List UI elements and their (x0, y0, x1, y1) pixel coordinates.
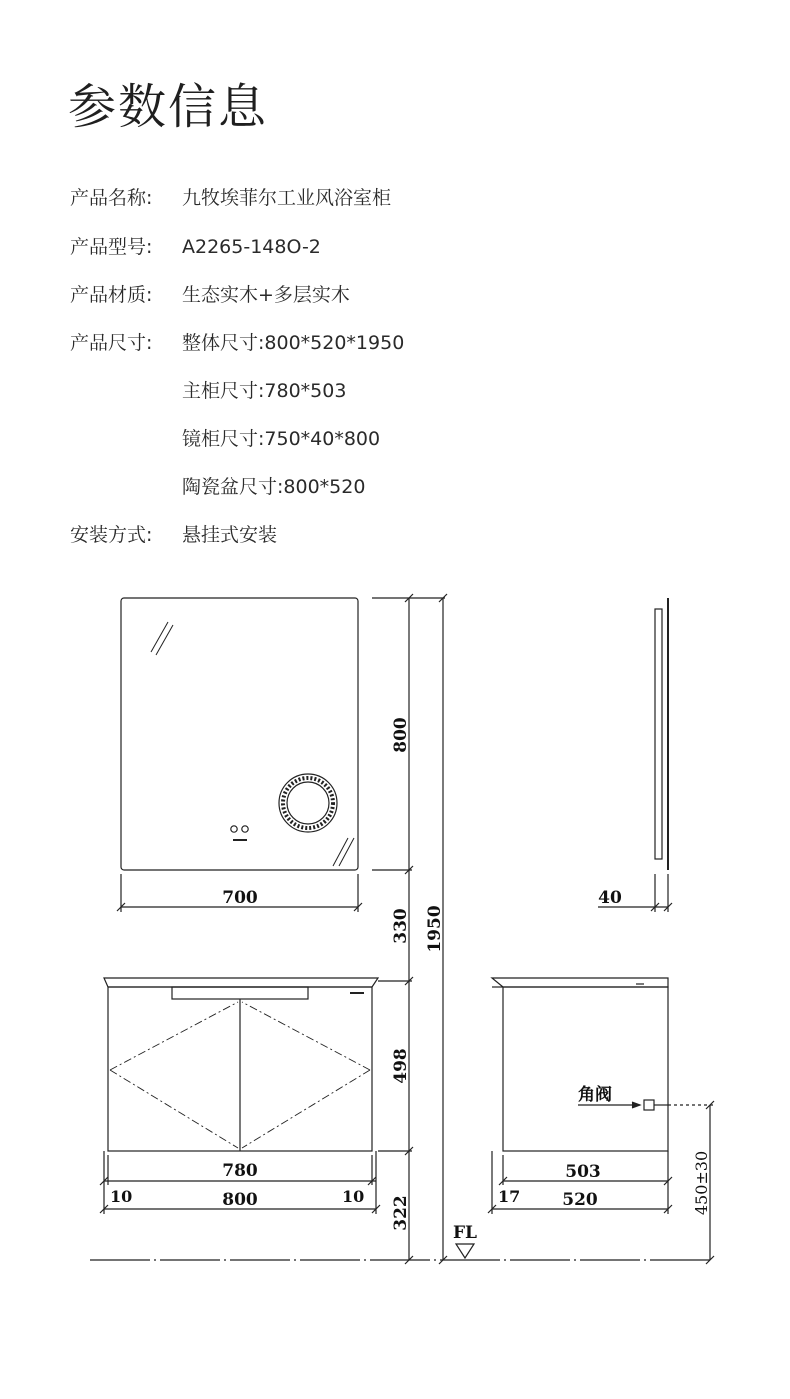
mirror-glare-icon (151, 622, 354, 866)
spec-label: 安装方式: (70, 524, 153, 546)
dim-overhang-left: 10 (110, 1187, 133, 1206)
dim-mirror-height: 800 (391, 717, 411, 753)
floor-marker-icon (456, 1244, 474, 1258)
dim-side-offset: 17 (498, 1187, 521, 1206)
spec-label: 产品名称: (70, 187, 153, 209)
spec-main-cabinet-size: 主柜尺寸:780*503 (182, 380, 347, 402)
dim-overhang-right: 10 (342, 1187, 365, 1206)
spec-value: 生态实木+多层实木 (182, 284, 350, 306)
spec-value: 整体尺寸:800*520*1950 (182, 332, 405, 354)
dim-mirror-depth: 40 (598, 888, 622, 908)
spec-mirror-cabinet-size: 镜柜尺寸:750*40*800 (182, 428, 381, 450)
dim-mirror-width: 700 (222, 888, 258, 908)
page-title: 参数信息 (68, 79, 269, 135)
dim-total-height: 1950 (425, 905, 445, 953)
mirror-side (655, 609, 662, 859)
mirror-front (121, 598, 358, 870)
magnifier-ring-icon (279, 774, 337, 832)
basin-top-side (492, 978, 668, 987)
dim-cabinet-depth: 503 (565, 1162, 601, 1182)
dim-cabinet-width: 780 (222, 1161, 258, 1181)
drawer-handle (172, 987, 308, 999)
cabinet-side (503, 987, 668, 1151)
spec-label: 产品尺寸: (70, 332, 153, 354)
angle-valve-label: 角阀 (578, 1085, 612, 1105)
touch-switch-icon (231, 826, 248, 840)
dim-floor-clearance: 322 (391, 1195, 411, 1231)
spec-basin-size: 陶瓷盆尺寸:800*520 (182, 476, 366, 498)
dim-cabinet-height: 498 (391, 1048, 411, 1084)
basin-top-front (104, 978, 378, 987)
spec-label: 产品材质: (70, 284, 153, 306)
spec-value: 九牧埃菲尔工业风浴室柜 (182, 187, 392, 209)
dim-basin-width: 800 (222, 1190, 258, 1210)
spec-label: 产品型号: (70, 236, 153, 258)
spec-value: A2265-148O-2 (182, 236, 321, 258)
spec-value: 悬挂式安装 (182, 524, 278, 546)
dim-basin-depth: 520 (562, 1190, 598, 1210)
dim-valve-height: 450±30 (692, 1150, 711, 1216)
dim-gap-height: 330 (391, 908, 411, 944)
floor-label: FL (452, 1223, 478, 1243)
angle-valve-icon (644, 1100, 654, 1110)
